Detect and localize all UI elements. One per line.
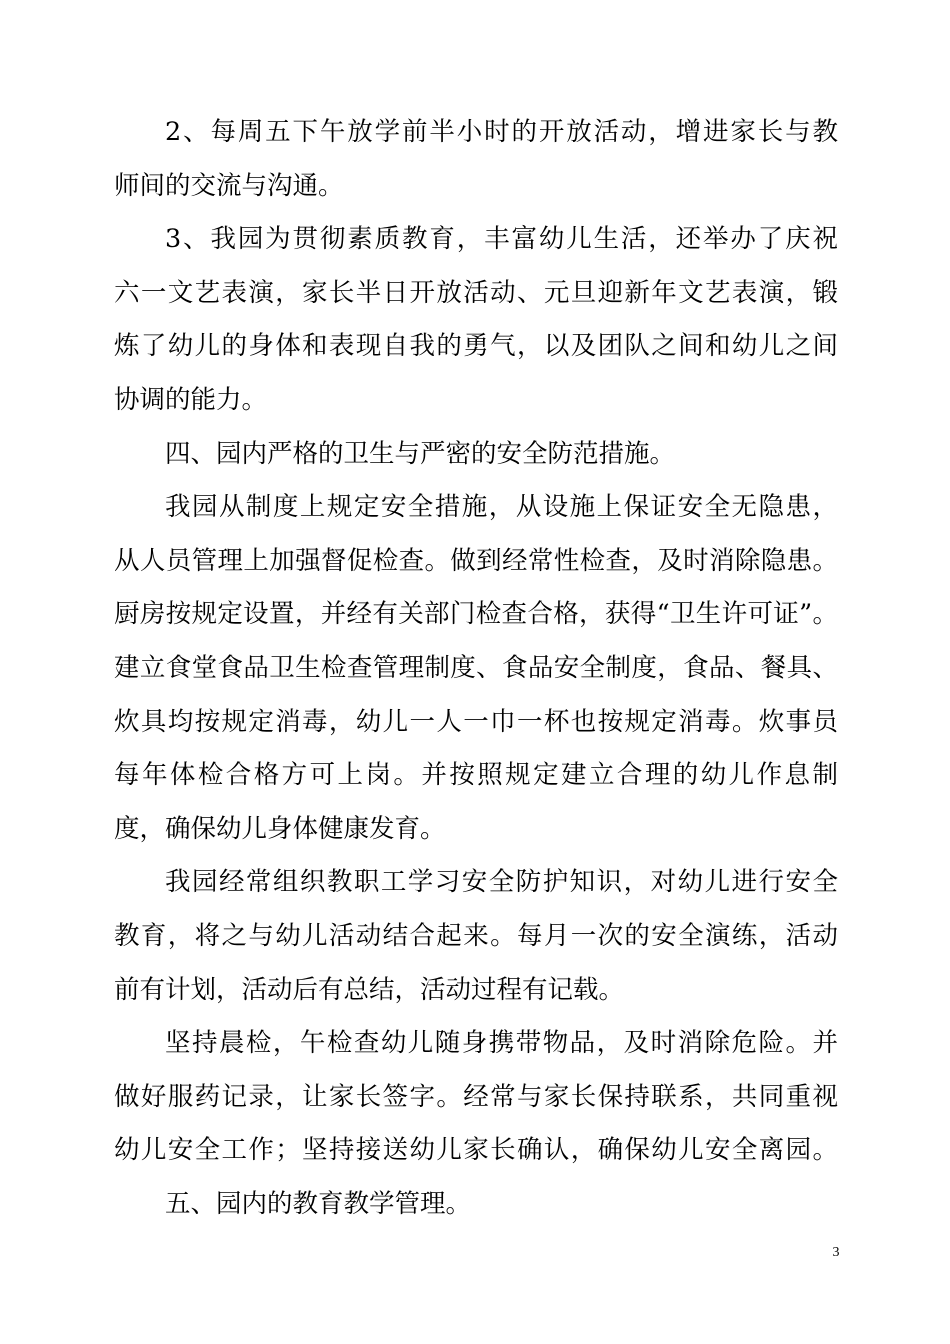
text-line: 教育，将之与幼儿活动结合起来。每月一次的安全演练，活动	[114, 920, 838, 951]
body-text	[114, 106, 838, 1231]
text-line: 四、园内严格的卫生与严密的安全防范措施。	[165, 438, 676, 469]
text-line: 2、每周五下午放学前半小时的开放活动，增进家长与教	[165, 117, 838, 147]
text-line: 做好服药记录，让家长签字。经常与家长保持联系，共同重视	[114, 1081, 838, 1112]
text-line: 度，确保幼儿身体健康发育。	[114, 813, 446, 844]
text-line: 幼儿安全工作；坚持接送幼儿家长确认，确保幼儿安全离园。	[114, 1135, 838, 1166]
text-line: 五、园内的教育教学管理。	[165, 1188, 472, 1219]
text-line: 师间的交流与沟通。	[114, 170, 344, 201]
text-line: 前有计划，活动后有总结，活动过程有记载。	[114, 974, 625, 1005]
text-line: 厨房按规定设置，并经有关部门检查合格，获得“卫生许可证”。	[114, 599, 838, 630]
text-line: 炼了幼儿的身体和表现自我的勇气，以及团队之间和幼儿之间	[114, 331, 838, 362]
page-number: 3	[832, 1245, 840, 1260]
text-line: 每年体检合格方可上岗。并按照规定建立合理的幼儿作息制	[114, 760, 838, 791]
text-line: 建立食堂食品卫生检查管理制度、食品安全制度，食品、餐具、	[114, 652, 838, 683]
text-line: 3、我园为贯彻素质教育，丰富幼儿生活，还举办了庆祝	[165, 224, 838, 255]
text-line: 炊具均按规定消毒，幼儿一人一巾一杯也按规定消毒。炊事员	[114, 706, 838, 737]
text-line: 我园经常组织教职工学习安全防护知识，对幼儿进行安全	[165, 867, 838, 898]
text-line: 我园从制度上规定安全措施，从设施上保证安全无隐患，	[165, 492, 838, 523]
text-line: 六一文艺表演，家长半日开放活动、元旦迎新年文艺表演，锻	[114, 277, 838, 308]
text-line: 坚持晨检，午检查幼儿随身携带物品，及时消除危险。并	[165, 1028, 838, 1059]
text-line: 从人员管理上加强督促检查。做到经常性检查，及时消除隐患。	[114, 545, 838, 576]
text-line: 协调的能力。	[114, 384, 268, 415]
